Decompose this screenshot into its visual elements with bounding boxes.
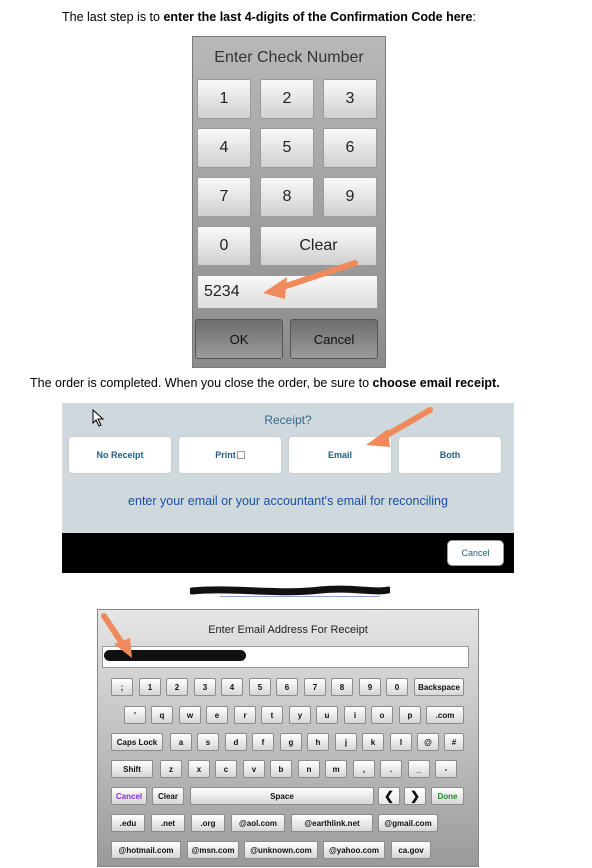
arrow-annotation-icon <box>100 612 140 660</box>
key-4[interactable]: 4 <box>197 128 251 168</box>
key-m[interactable]: m <box>325 760 347 778</box>
domain-key-unknown[interactable]: @unknown.com <box>244 841 318 859</box>
key-5[interactable]: 5 <box>260 128 314 168</box>
key-2[interactable]: 2 <box>166 678 188 696</box>
key-dash[interactable]: - <box>435 760 457 778</box>
key-hash[interactable]: # <box>444 733 464 751</box>
clear-button[interactable]: Clear <box>260 226 377 266</box>
key-a[interactable]: a <box>170 733 192 751</box>
key-r[interactable]: r <box>234 706 256 724</box>
key-x[interactable]: x <box>188 760 210 778</box>
instruction-bold: enter the last 4-digits of the Confirmation Code here <box>163 10 473 24</box>
keyboard-clear-button[interactable]: Clear <box>152 787 184 805</box>
arrow-annotation-icon <box>255 255 365 300</box>
both-button[interactable]: Both <box>398 436 502 474</box>
instruction-step-1 <box>62 10 476 24</box>
domain-key-org[interactable]: .org <box>191 814 225 832</box>
receipt-dialog <box>62 403 514 573</box>
key-z[interactable]: z <box>160 760 182 778</box>
key-w[interactable]: w <box>179 706 201 724</box>
email-hint: enter your email or your accountant's email for reconciling <box>128 494 448 508</box>
key-l[interactable]: l <box>390 733 412 751</box>
keypad-title: Enter Check Number <box>214 49 364 66</box>
key-j[interactable]: j <box>335 733 357 751</box>
receipt-cancel-button[interactable]: Cancel <box>447 540 504 566</box>
keyboard-done-button[interactable]: Done <box>431 787 464 805</box>
arrow-annotation-icon <box>362 405 437 450</box>
key-8[interactable]: 8 <box>331 678 353 696</box>
dot-com-key[interactable]: .com <box>426 706 464 724</box>
key-5[interactable]: 5 <box>249 678 271 696</box>
ok-button[interactable]: OK <box>195 319 283 359</box>
key-u[interactable]: u <box>316 706 338 724</box>
key-2[interactable]: 2 <box>260 79 314 119</box>
key-k[interactable]: k <box>362 733 384 751</box>
key-d[interactable]: d <box>225 733 247 751</box>
key-e[interactable]: e <box>206 706 228 724</box>
key-6[interactable]: 6 <box>323 128 377 168</box>
instruction-text: The order is completed. When you close the order, be sure to <box>30 376 373 390</box>
domain-key-yahoo[interactable]: @yahoo.com <box>323 841 385 859</box>
key-q[interactable]: q <box>151 706 173 724</box>
caps-lock-key[interactable]: Caps Lock <box>111 733 163 751</box>
key-7[interactable]: 7 <box>197 177 251 217</box>
key-apostrophe[interactable]: ' <box>124 706 146 724</box>
backspace-key[interactable]: Backspace <box>414 678 464 696</box>
key-y[interactable]: y <box>289 706 311 724</box>
key-9[interactable]: 9 <box>323 177 377 217</box>
key-period[interactable]: . <box>380 760 402 778</box>
key-i[interactable]: i <box>344 706 366 724</box>
key-b[interactable]: b <box>270 760 292 778</box>
domain-key-gmail[interactable]: @gmail.com <box>378 814 438 832</box>
space-key[interactable]: Space <box>190 787 374 805</box>
shift-key[interactable]: Shift <box>111 760 153 778</box>
key-t[interactable]: t <box>261 706 283 724</box>
key-3[interactable]: 3 <box>194 678 216 696</box>
instruction-suffix: : <box>472 10 476 24</box>
key-4[interactable]: 4 <box>221 678 243 696</box>
key-at[interactable]: @ <box>417 733 439 751</box>
no-receipt-button[interactable]: No Receipt <box>68 436 172 474</box>
domain-key-aol[interactable]: @aol.com <box>231 814 285 832</box>
key-o[interactable]: o <box>371 706 393 724</box>
print-button[interactable] <box>178 436 282 474</box>
key-3[interactable]: 3 <box>323 79 377 119</box>
chevron-left-icon[interactable]: ❮ <box>378 787 400 805</box>
domain-key-edu[interactable]: .edu <box>111 814 145 832</box>
instruction-bold: choose email receipt. <box>372 376 500 390</box>
key-8[interactable]: 8 <box>260 177 314 217</box>
key-h[interactable]: h <box>307 733 329 751</box>
keyboard-cancel-button[interactable]: Cancel <box>111 787 147 805</box>
email-keyboard-title: Enter Email Address For Receipt <box>208 624 368 636</box>
check-number-input[interactable]: 5234 <box>197 275 378 309</box>
print-label: Print <box>215 450 236 460</box>
domain-key-ca-gov[interactable]: ca.gov <box>391 841 431 859</box>
key-0[interactable]: 0 <box>197 226 251 266</box>
key-semicolon[interactable]: ; <box>111 678 133 696</box>
domain-key-msn[interactable]: @msn.com <box>187 841 239 859</box>
receipt-title: Receipt? <box>264 413 312 427</box>
key-f[interactable]: f <box>252 733 274 751</box>
chevron-right-icon[interactable]: ❯ <box>404 787 426 805</box>
instruction-step-2 <box>30 376 500 390</box>
redacted-email-mark <box>190 585 390 597</box>
key-g[interactable]: g <box>280 733 302 751</box>
printer-icon <box>237 451 245 459</box>
key-comma[interactable]: , <box>353 760 375 778</box>
key-1[interactable]: 1 <box>139 678 161 696</box>
email-button[interactable]: Email <box>288 436 392 474</box>
email-keyboard <box>97 609 479 867</box>
key-6[interactable]: 6 <box>276 678 298 696</box>
key-9[interactable]: 9 <box>359 678 381 696</box>
domain-key-net[interactable]: .net <box>151 814 185 832</box>
key-7[interactable]: 7 <box>304 678 326 696</box>
key-s[interactable]: s <box>197 733 219 751</box>
key-0[interactable]: 0 <box>386 678 408 696</box>
key-v[interactable]: v <box>243 760 265 778</box>
cancel-button[interactable]: Cancel <box>290 319 378 359</box>
key-underscore[interactable]: _ <box>408 760 430 778</box>
key-c[interactable]: c <box>215 760 237 778</box>
domain-key-hotmail[interactable]: @hotmail.com <box>111 841 181 859</box>
check-number-keypad <box>192 36 386 368</box>
key-p[interactable]: p <box>399 706 421 724</box>
domain-key-earthlink[interactable]: @earthlink.net <box>291 814 373 832</box>
key-n[interactable]: n <box>298 760 320 778</box>
key-1[interactable]: 1 <box>197 79 251 119</box>
instruction-text: The last step is to <box>62 10 164 24</box>
